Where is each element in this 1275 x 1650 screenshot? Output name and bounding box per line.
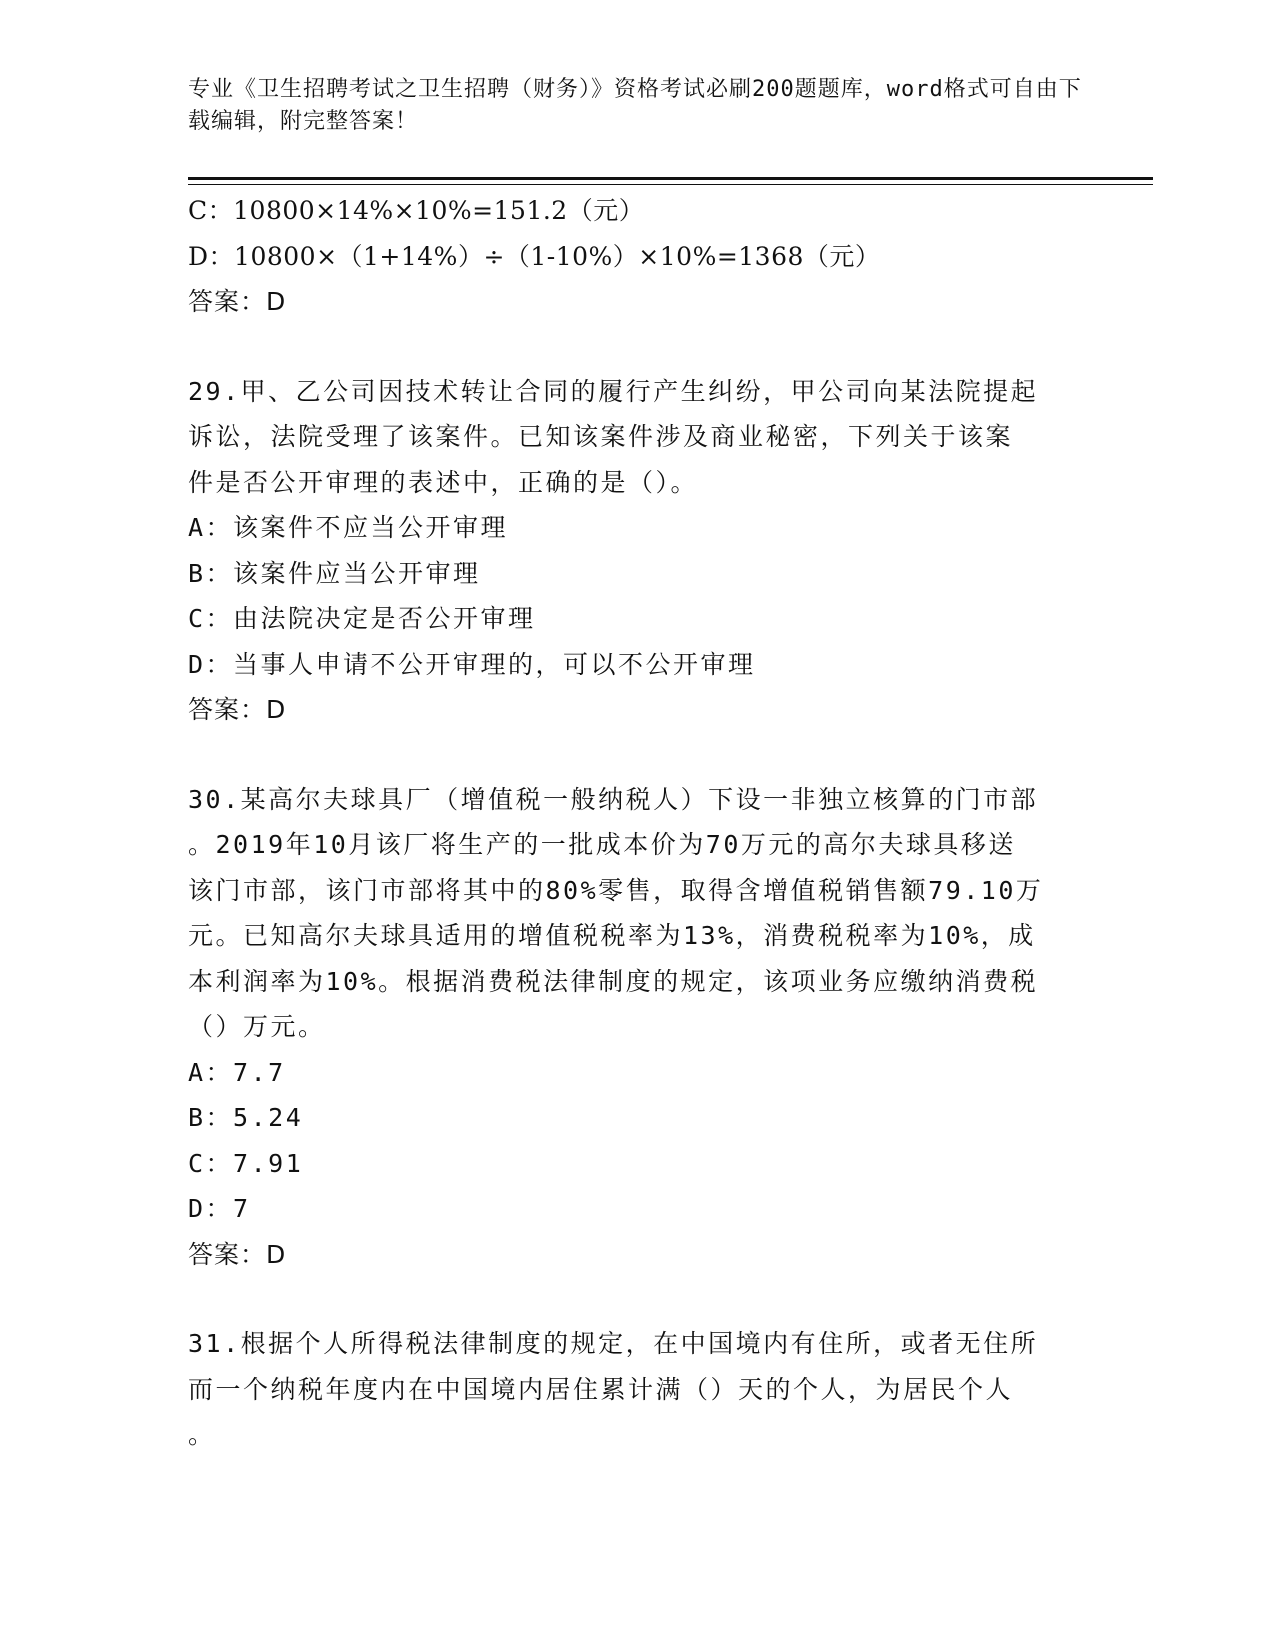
header-divider-thick <box>188 177 1153 180</box>
question-stem-line: 诉讼，法院受理了该案件。已知该案件涉及商业秘密，下列关于该案 <box>188 422 1014 451</box>
question-31 <box>188 1321 1088 1458</box>
answer-line: 答案：D <box>188 1239 287 1269</box>
question-29 <box>188 369 1088 733</box>
option-d: D：7 <box>188 1194 251 1223</box>
answer-line: 答案：D <box>188 287 287 316</box>
header-divider-thin <box>188 184 1153 185</box>
question-30 <box>188 777 1088 1278</box>
previous-question-tail <box>188 188 1088 325</box>
option-d: D：10800×（1+14%）÷（1-10%）×10%=1368（元） <box>188 241 881 271</box>
option-a: A：该案件不应当公开审理 <box>188 513 509 542</box>
answer-line: 答案：D <box>188 695 287 724</box>
question-stem-line: 元。已知高尔夫球具适用的增值税税率为13%，消费税税率为10%，成 <box>188 921 1036 950</box>
option-c: C：由法院决定是否公开审理 <box>188 604 536 633</box>
question-stem-line: 。2019年10月该厂将生产的一批成本价为70万元的高尔夫球具移送 <box>188 830 1016 859</box>
question-stem-line: 件是否公开审理的表述中，正确的是（）。 <box>188 467 699 497</box>
option-c: C：10800×14%×10%=151.2（元） <box>188 196 645 225</box>
question-content <box>188 188 1088 1458</box>
question-stem-line: 而一个纳税年度内在中国境内居住累计满（）天的个人，为居民个人 <box>188 1374 1014 1404</box>
option-d: D：当事人申请不公开审理的，可以不公开审理 <box>188 649 756 679</box>
page-header-title: 专业《卫生招聘考试之卫生招聘（财务）》资格考试必刷200题题库，word格式可自由下载编辑，附完整答案！ <box>188 77 1082 134</box>
question-stem-line: 。 <box>188 1420 216 1449</box>
option-c: C：7.91 <box>188 1148 304 1178</box>
question-stem-line: 31.根据个人所得税法律制度的规定，在中国境内有住所，或者无住所 <box>188 1329 1039 1358</box>
question-stem-line: 本利润率为10%。根据消费税法律制度的规定，该项业务应缴纳消费税 <box>188 966 1039 996</box>
question-stem-line: 29.甲、乙公司因技术转让合同的履行产生纠纷，甲公司向某法院提起 <box>188 376 1039 406</box>
option-a: A：7.7 <box>188 1057 286 1087</box>
question-stem-line: 30.某高尔夫球具厂（增值税一般纳税人）下设一非独立核算的门市部 <box>188 784 1039 814</box>
option-b: B：5.24 <box>188 1103 304 1132</box>
question-stem-line: （）万元。 <box>188 1012 326 1041</box>
question-stem-line: 该门市部，该门市部将其中的80%零售，取得含增值税销售额79.10万 <box>188 875 1044 905</box>
option-b: B：该案件应当公开审理 <box>188 558 481 588</box>
